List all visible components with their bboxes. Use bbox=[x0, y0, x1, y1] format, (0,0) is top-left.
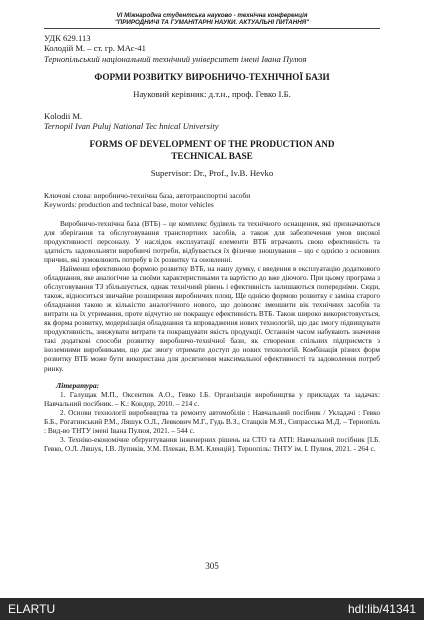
affiliation-en: Ternopil Ivan Puluj National Tec hnical University bbox=[44, 121, 219, 132]
body-paragraph: Виробничо-технічна база (ВТБ) – це комплекс будівель та технічного оснащення, які призначаються для зберігання та обслуговування транспортних засобів, а також для забезпечення умов високої продуктивності персоналу. У наслідок експлуатації елементи ВТБ втрачають свою ефективність та здатність задовольняти виробничі потреби, відбувається їх фізичне зношування – що є однією з основних причин, які зумовлюють потребу в їх розвитку та оновленні. bbox=[44, 218, 380, 264]
title-en-line-2: TECHNICAL BASE bbox=[171, 150, 253, 161]
reference-item: 1. Галущак М.П., Оксентюк А.О., Гевко І.Б. Організація виробництва у прикладах та задачах: Навчальний посібник. – К.: Кондор, 2010. – 214 с. bbox=[44, 389, 380, 408]
supervisor-ua: Науковий керівник: д.т.н., проф. Гевко І.Б. bbox=[133, 88, 291, 99]
author-en: Kolodii M. bbox=[44, 110, 83, 121]
body-text bbox=[44, 219, 380, 373]
body-paragraph: Найменш ефективною формою розвитку ВТБ, на нашу думку, є введення в експлуатацію додаткового обладнання, яке аналогічне за своїми характеристиками та вартістю до вже діючого. При цьому програма з обслуговування ТЗ збільшується, однак технічний рівень і ефективність залишаються попередніми. Сюди, також, відноситься звичайне розширення виробничих площ. Ще однією формою розвитку є заміна старого обладнання такою ж кількістю аналогічного нового, що дозволяє зменшити вік технічних засобів та витрати на їх утримання, проте відчутно не покращує ефективність ВТБ. Також широко використовується, як форма розвитку, модернізація обладнання та впровадження нових технологій, що дає змогу підвищувати продуктивність, знижувати витрати та покращувати якість продукції. Останнім часом набувають значення такі додаткові способи розвитку виробничо-технічної бази, як створення спільних підприємств з іноземними виробниками, що дає змогу отримати доступ до нових технологій. Комбінація різних форм розвитку ВТБ може бути використана для досягнення максимальної ефективності та задоволення потреб ринку. bbox=[44, 264, 380, 373]
conference-line-1: VI Міжнародна студентська науково - технічна конференція bbox=[116, 12, 308, 19]
title-en bbox=[44, 138, 380, 162]
repository-footer bbox=[0, 598, 424, 620]
author-ua: Колодій М. – ст. гр. МАс-41 bbox=[44, 43, 146, 54]
literature-heading: Література: bbox=[56, 380, 100, 390]
page-number: 305 bbox=[205, 561, 219, 571]
footer-repository-name: ELARTU bbox=[8, 602, 56, 616]
reference-item: 2. Основи технології виробництва та ремонту автомобілів : Навчальний посібник / Укладачі : Гевко Б.Б., Рогатинський Р.М., Ляшук О.Л., Левкович М.Г., Гудь В.З., Стащків М.Я., Сипрасська М.Д. – Тернопіль : Вид-во ТНТУ імені Івана Пулюя, 2021. – 544 с. bbox=[44, 407, 380, 435]
footer-handle-link[interactable]: hdl:lib/41341 bbox=[347, 602, 416, 616]
conference-header bbox=[44, 12, 380, 27]
title-ua: ФОРМИ РОЗВИТКУ ВИРОБНИЧО-ТЕХНІЧНОЇ БАЗИ bbox=[94, 71, 330, 82]
keywords-en: Keywords: production and technical base, motor vehicles bbox=[44, 199, 214, 209]
reference-item: 3. Техніко-економічне обґрунтування інженерних рішень на СТО та АТП: Навчальний посібник [І.Б. Гевко, О.Л. Ляшук, І.В. Лупиків, У.М. Плекан, В.М. Кленцій]. Тернопіль: ТНТУ ім. І. Пулюя, 2021. - 264 с. bbox=[44, 434, 380, 453]
affiliation-ua: Тернопільський національний технічний університет імені Івана Пулюя bbox=[44, 54, 307, 64]
udc-code: УДК 629.113 bbox=[44, 32, 91, 43]
keywords-ua: Ключові слова: виробничо-технічна база, автотранспортні засоби bbox=[44, 190, 251, 200]
conference-line-2: "ПРИРОДНИЧІ ТА ГУМАНІТАРНІ НАУКИ. АКТУАЛЬНІ ПИТАННЯ" bbox=[114, 19, 310, 27]
references-list bbox=[44, 390, 380, 453]
supervisor-en: Supervisor: Dr., Prof., Iv.B. Hevko bbox=[150, 167, 274, 178]
header-divider bbox=[44, 28, 380, 29]
title-en-line-1: FORMS OF DEVELOPMENT OF THE PRODUCTION AND bbox=[89, 138, 335, 149]
